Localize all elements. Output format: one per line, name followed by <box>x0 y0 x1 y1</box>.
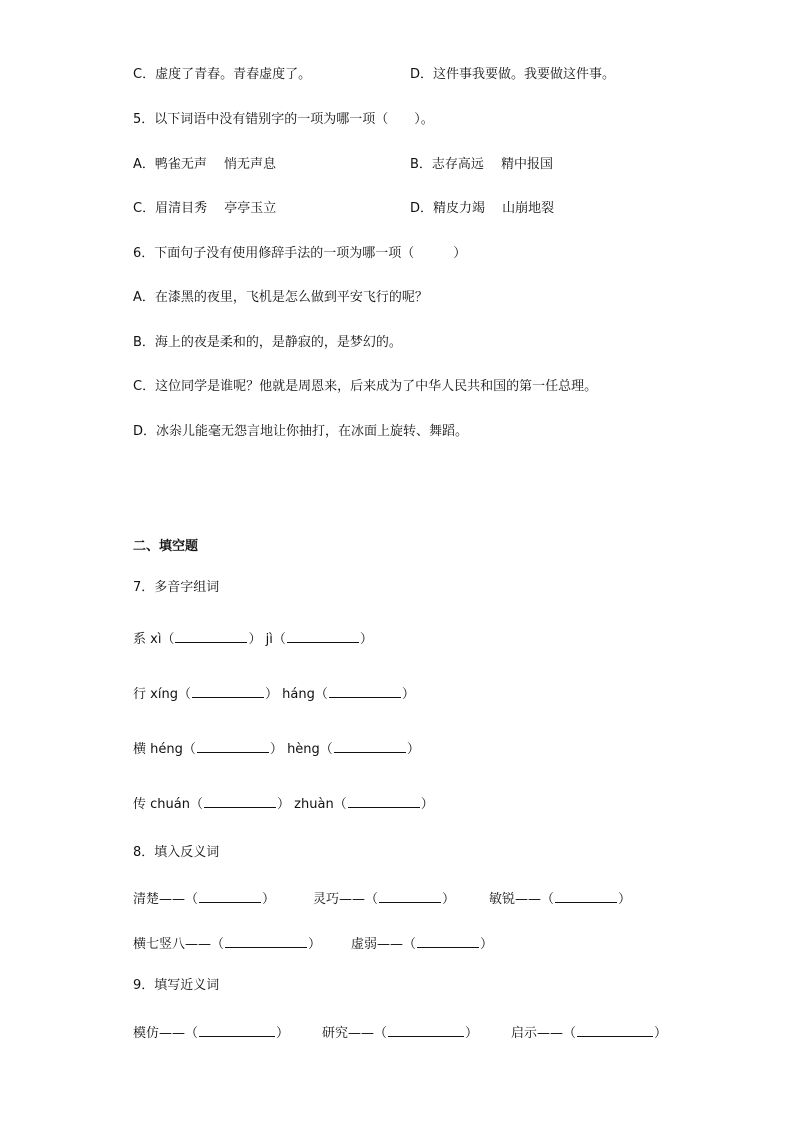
q9-item-3: 启示——（ ） <box>511 1022 667 1041</box>
q7-pinyin-1: héng <box>150 742 183 757</box>
q5-option-d: D．精皮力竭 山崩地裂 <box>410 201 555 216</box>
q8-item-3: 敏锐——（ ） <box>489 888 631 907</box>
q8-item-4: 横七竖八——（ ） <box>133 933 321 952</box>
q9-item-2: 研究——（ ） <box>322 1022 478 1041</box>
q6-option-a: A．在漆黑的夜里，飞机是怎么做到平安飞行的呢？ <box>133 290 428 305</box>
answer-blank[interactable] <box>199 1023 275 1037</box>
answer-blank[interactable] <box>192 684 264 698</box>
q8-item-2: 灵巧——（ ） <box>313 888 455 907</box>
q5-option-a: A．鸭雀无声 悄无声息 <box>133 157 277 172</box>
q7-char: 横 <box>133 742 147 757</box>
q4-option-d: D．这件事我要做。我要做这件事。 <box>410 67 616 82</box>
q7-row-3: 横 héng（ ） hèng（ ） <box>133 739 420 759</box>
answer-blank[interactable] <box>199 889 261 903</box>
answer-blank[interactable] <box>329 684 401 698</box>
q8-item-1: 清楚——（ ） <box>133 888 275 907</box>
q7-pinyin-1: xì <box>150 632 162 647</box>
q7-row-1: 系 xì（ ） jì（ ） <box>133 629 373 649</box>
q6-option-d: D．冰尜儿能毫无怨言地让你抽打，在冰面上旋转、舞蹈。 <box>133 424 469 439</box>
q7-pinyin-1: chuán <box>150 797 190 812</box>
q8-item-5: 虚弱——（ ） <box>351 933 493 952</box>
section-title: 二、填空题 <box>133 539 199 554</box>
answer-blank[interactable] <box>204 794 276 808</box>
q7-char: 行 <box>133 687 147 702</box>
q7-stem: 7．多音字组词 <box>133 580 220 595</box>
q7-row-4: 传 chuán（ ） zhuàn（ ） <box>133 794 434 814</box>
q6-stem: 6．下面句子没有使用修辞手法的一项为哪一项（ ） <box>133 246 467 261</box>
answer-blank[interactable] <box>225 934 307 948</box>
q6-option-b: B．海上的夜是柔和的，是静寂的，是梦幻的。 <box>133 335 402 350</box>
q7-row-2: 行 xíng（ ） háng（ ） <box>133 684 415 704</box>
q7-char: 传 <box>133 797 147 812</box>
q6-option-c: C．这位同学是谁呢？他就是周恩来，后来成为了中华人民共和国的第一任总理。 <box>133 379 598 394</box>
answer-blank[interactable] <box>388 1023 464 1037</box>
answer-blank[interactable] <box>287 629 359 643</box>
q7-char: 系 <box>133 632 147 647</box>
answer-blank[interactable] <box>348 794 420 808</box>
q7-pinyin-2: hèng <box>287 742 320 757</box>
q8-stem: 8．填入反义词 <box>133 845 220 860</box>
q7-pinyin-2: jì <box>265 632 273 647</box>
q9-item-1: 模仿——（ ） <box>133 1022 289 1041</box>
answer-blank[interactable] <box>577 1023 653 1037</box>
answer-blank[interactable] <box>175 629 247 643</box>
q5-option-c: C．眉清目秀 亭亭玉立 <box>133 201 277 216</box>
q7-pinyin-1: xíng <box>150 687 178 702</box>
q5-stem: 5．以下词语中没有错别字的一项为哪一项（ ）。 <box>133 112 434 127</box>
q4-option-c: C．虚度了青春。青春虚度了。 <box>133 67 312 82</box>
answer-blank[interactable] <box>417 934 479 948</box>
answer-blank[interactable] <box>334 739 406 753</box>
answer-blank[interactable] <box>379 889 441 903</box>
q7-pinyin-2: háng <box>282 687 315 702</box>
q7-pinyin-2: zhuàn <box>294 797 334 812</box>
answer-blank[interactable] <box>197 739 269 753</box>
answer-blank[interactable] <box>555 889 617 903</box>
q9-stem: 9．填写近义词 <box>133 978 220 993</box>
q5-option-b: B．志存高远 精中报国 <box>410 157 554 172</box>
